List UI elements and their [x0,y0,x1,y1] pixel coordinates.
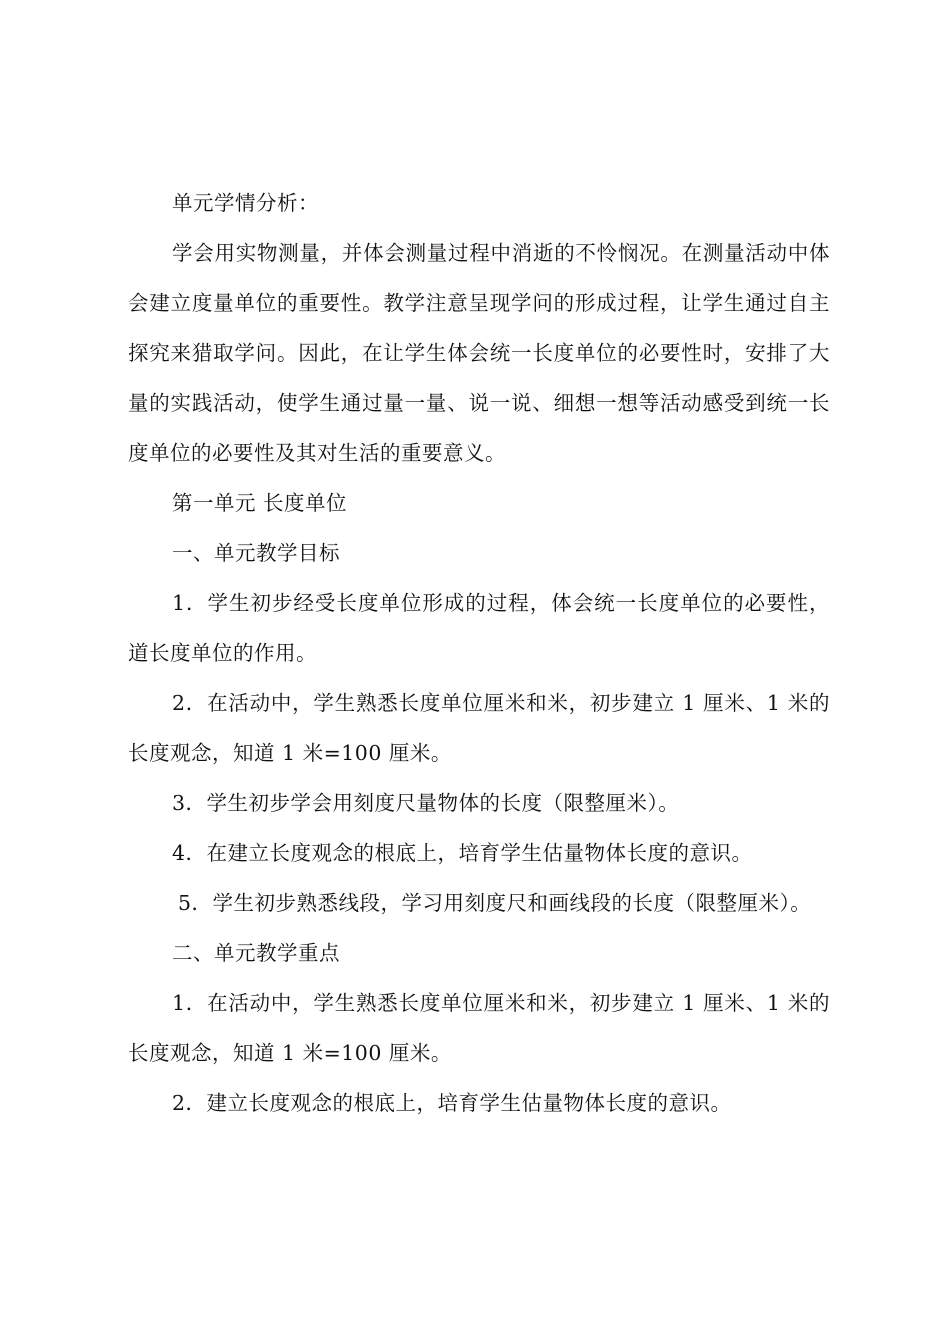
analysis-heading: 单元学情分析： [172,191,319,215]
goal-item-5: 5．学生初步熟悉线段，学习用刻度尺和画线段的长度（限整厘米）。 [178,891,812,915]
analysis-paragraph: 学会用实物测量，并体会测量过程中消逝的不怜悯况。在测量活动中体会建立度量单位的重要性。教学注意呈现学问的形成过程，让学生通过自主探究来猎取学问。因此，在让学生体会统一长度单位的必要性时，安排了大量的实践活动，使学生通过量一量、说一说、细想一想等活动感受到统一长度单位的必要性及其对生活的重要意义。 [128,241,830,465]
goals-heading: 一、单元教学目标 [172,541,340,565]
goal-item-4: 4．在建立长度观念的根底上，培育学生估量物体长度的意识。 [172,841,753,865]
goal-item-3: 3．学生初步学会用刻度尺量物体的长度（限整厘米）。 [172,791,680,815]
keypoints-heading: 二、单元教学重点 [172,941,340,965]
unit-title: 第一单元 长度单位 [172,491,348,515]
keypoint-item-2: 2．建立长度观念的根底上，培育学生估量物体长度的意识。 [172,1091,732,1115]
goal-item-1: 1．学生初步经受长度单位形成的过程，体会统一长度单位的必要性，道长度单位的作用。 [128,591,830,665]
keypoint-item-1: 1．在活动中，学生熟悉长度单位厘米和米，初步建立 1 厘米、1 米的长度观念，知道 1 米=100 厘米。 [128,991,830,1065]
goal-item-2: 2．在活动中，学生熟悉长度单位厘米和米，初步建立 1 厘米、1 米的长度观念，知道 1 米=100 厘米。 [128,691,830,765]
document-page [128,178,830,1128]
